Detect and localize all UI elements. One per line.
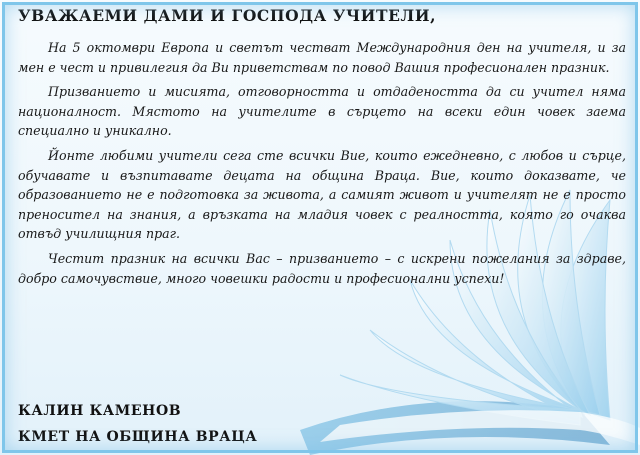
letter-body [18,38,626,293]
signature-title: КМЕТ НА ОБЩИНА ВРАЦА [18,429,258,445]
signature-name: КАЛИН КАМЕНОВ [18,403,182,419]
greeting-heading: УВАЖАЕМИ ДАМИ И ГОСПОДА УЧИТЕЛИ, [18,6,437,25]
paragraph-4: Честит празник на всички Вас – призванието – с искрени пожелания за здраве, добро самочувствие, много човешки радости и професионални успехи! [18,250,626,286]
paragraph-1: На 5 октомври Европа и светът честват Международния ден на учителя, и за мен е чест и привилегия да Ви приветствам по повод Вашия професионален празник. [18,40,626,75]
paragraph-2: Призванието и мисията, отговорността и отдадеността да си учител няма националност. Мястото на учителите в сърцето на всеки един човек заема специално и уникално. [18,84,626,139]
signature-block [18,398,257,450]
paragraph-3: Йонте любими учители сега сте всички Вие, които ежедневно, с любов и сърце, обучавате и възпитавате децата на община Враца. Вие, които доказвате, че образованието не е подготовка за живота, а самият живот и учителят не е просто преносител на знания, а връзката на младия човек с реалността, която го очаква отвъд училищния праг. [18,147,626,242]
